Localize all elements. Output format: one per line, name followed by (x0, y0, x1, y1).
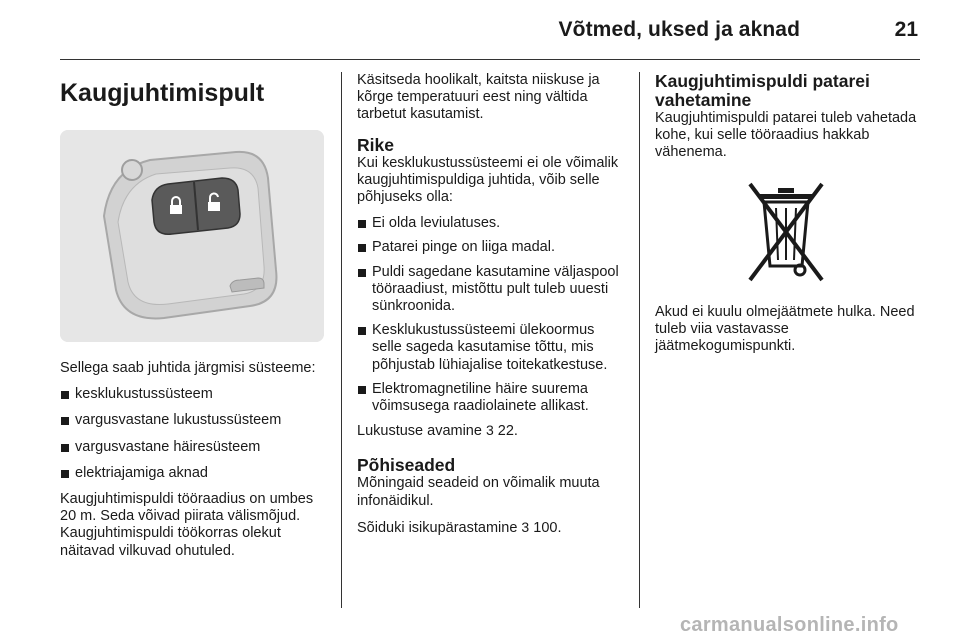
column-divider (639, 72, 640, 608)
reference-page: 100. (533, 519, 562, 536)
fault-list (357, 215, 625, 415)
page-number: 21 (894, 18, 918, 41)
intro-text: Sellega saab juhtida järgmisi süsteeme: (60, 360, 316, 376)
fault-heading: Rike (357, 134, 394, 155)
unlock-reference (357, 422, 625, 440)
care-text: Käsitseda hoolikalt, kaitsta niiskuse ja kõrge temperatuuri eest ning vältida tarbetut kasutamist. (357, 72, 600, 123)
battery-heading: Kaugjuhtimispuldi patarei vahetamine (655, 71, 870, 110)
crossed-out-bin-icon (746, 182, 826, 286)
cross-reference-arrow-icon: 3 (485, 422, 494, 439)
list-item: elektriajamiga aknad (60, 465, 326, 482)
disposal-text: Akud ei kuulu olmejäätmete hulka. Need tuleb viia vastavasse jäätmekogumispunkti. (655, 303, 915, 355)
header-rule (60, 59, 920, 60)
cross-reference-arrow-icon: 3 (521, 518, 530, 535)
list-item: Patarei pinge on liiga madal. (357, 239, 625, 256)
page-header-title: Võtmed, uksed ja aknad (558, 18, 800, 41)
list-item: Ei olda leviulatuses. (357, 215, 625, 232)
remote-key-image (60, 130, 324, 342)
reference-text: Lukustuse avamine (357, 423, 482, 440)
list-item: vargusvastane häiresüsteem (60, 439, 326, 456)
system-list (60, 386, 326, 482)
list-item: Elektromagnetiline häire suurema võimsusega raadiolainete allikast. (357, 381, 625, 415)
section-title: Kaugjuhtimispult (60, 79, 265, 107)
list-item: vargusvastane lukustussüsteem (60, 412, 326, 429)
reference-page: 22. (497, 423, 518, 440)
battery-text: Kaugjuhtimispuldi patarei tuleb vahetada kohe, kui selle tööraadius hakkab vähenema. (655, 110, 917, 161)
settings-text: Mõningaid seadeid on võimalik muuta infonäidikul. (357, 475, 600, 509)
reference-text: Sõiduki isikupärastamine (357, 519, 518, 536)
remote-key-icon (60, 130, 324, 342)
fault-intro: Kui kesklukustussüsteemi ei ole võimalik kaugjuhtimispuldiga juhtida, võib selle põhjuseks olla: (357, 154, 619, 206)
column-battery (655, 72, 917, 355)
column-care-fault (357, 72, 625, 537)
column-divider (341, 72, 342, 608)
personalization-reference (357, 519, 625, 537)
watermark: carmanualsonline.info (680, 614, 899, 636)
list-item: kesklukustussüsteem (60, 386, 326, 403)
list-item: Kesklukustussüsteemi ülekoormus selle sageda kasutamise tõttu, mis põhjustab lühiajalise toitekatkestuse. (357, 322, 625, 374)
settings-heading: Põhiseaded (357, 455, 456, 476)
range-text: Kaugjuhtimispuldi tööraadius on umbes 20 m. Seda võivad piirata välismõjud. Kaugjuhtimispuldi töökorras olekut näitavad vilkuvad ohutuled. (60, 491, 314, 559)
column-remote-control (60, 72, 326, 560)
list-item: Puldi sagedane kasutamine väljaspool tööraadiust, mistõttu pult tuleb uuesti sünkroonida. (357, 264, 625, 316)
